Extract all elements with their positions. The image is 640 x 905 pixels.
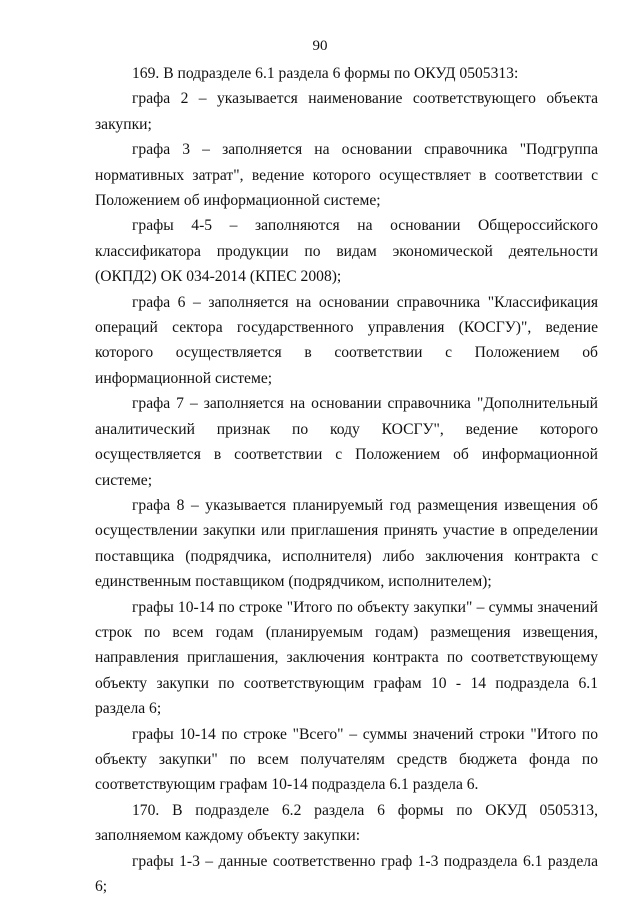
page-number: 90 bbox=[312, 38, 328, 54]
paragraph-column-6: графа 6 – заполняется на основании справочника "Классификация операций сектора государственного управления (КОСГУ)", ведение которого осуществляется в соответствии с Положением об информационной системе; bbox=[95, 293, 598, 387]
paragraph-170-intro: 170. В подразделе 6.2 раздела 6 формы по ОКУД 0505313, заполняемом каждому объекту закупки: bbox=[95, 801, 598, 845]
paragraph-column-7: графа 7 – заполняется на основании справочника "Дополнительный аналитический признак по коду КОСГУ", ведение которого осуществляется в соответствии с Положением об информационной системе; bbox=[95, 395, 598, 489]
paragraph-169-intro: 169. В подразделе 6.1 раздела 6 формы по ОКУД 0505313: bbox=[132, 65, 519, 82]
document-body bbox=[95, 61, 598, 899]
paragraph-columns-10-14-grand-total: графы 10-14 по строке "Всего" – суммы значений строки "Итого по объекту закупки" по всем получателям средств бюджета фонда по соответствующим графам 10-14 подраздела 6.1 раздела 6. bbox=[95, 725, 598, 794]
paragraph-column-8: графа 8 – указывается планируемый год размещения извещения об осуществлении закупки или приглашения принять участие в определении поставщика (подрядчика, исполнителя) либо заключения контракта с единственным поставщиком (подрядчиком, исполнителем); bbox=[95, 496, 598, 591]
paragraph-column-2: графа 2 – указывается наименование соответствующего объекта закупки; bbox=[95, 90, 598, 133]
paragraph-columns-4-5: графы 4-5 – заполняются на основании Общероссийского классификатора продукции по видам экономической деятельности (ОКПД2) ОК 034-2014 (КПЕС 2008); bbox=[95, 217, 598, 286]
paragraph-columns-10-14-total-object: графы 10-14 по строке "Итого по объекту закупки" – суммы значений строк по всем годам (планируемым годам) размещения извещения, направления приглашения, заключения контракта по соответствующему объекту закупки по соответствующим графам 10 - 14 подраздела 6.1 раздела 6; bbox=[95, 598, 598, 718]
paragraph-columns-1-3: графы 1-3 – данные соответственно граф 1-3 подраздела 6.1 раздела 6; bbox=[95, 852, 598, 895]
paragraph-column-3: графа 3 – заполняется на основании справочника "Подгруппа нормативных затрат", ведение которого осуществляет в соответствии с Положением об информационной системе; bbox=[95, 141, 598, 210]
